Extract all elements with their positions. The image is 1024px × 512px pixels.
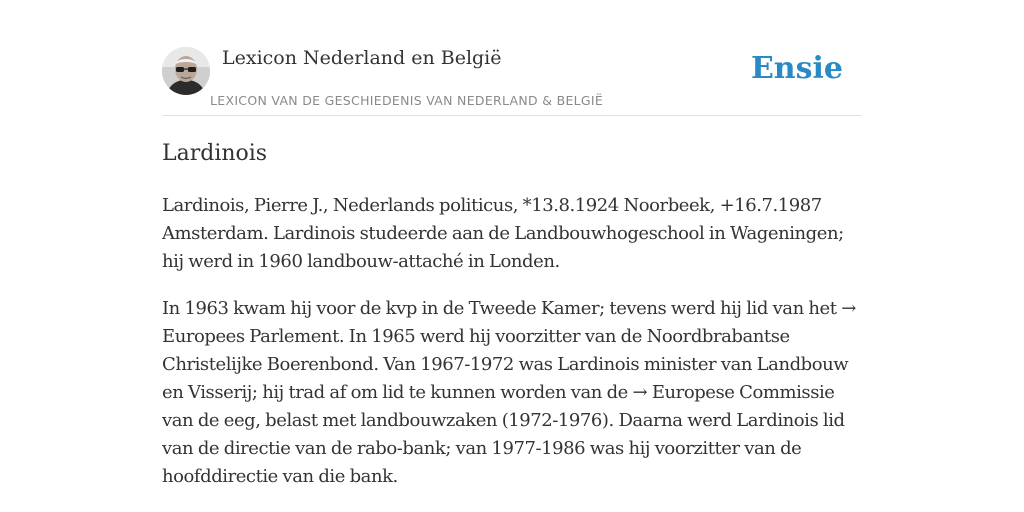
ensie-logo[interactable]: Ensie	[750, 51, 843, 86]
source-title[interactable]: Lexicon Nederland en België	[222, 47, 502, 69]
author-avatar[interactable]	[162, 47, 210, 95]
link-europees-parlement[interactable]: → Europees Parlement	[162, 298, 856, 347]
paragraph-2-text-c: van de eeg, belast met landbouwzaken (1972-1976). Daarna werd Lardinois lid van de directie van de rabo-bank; van 1977-1986 was hij voorzitter van de hoofddirectie van die bank.	[162, 410, 845, 487]
link-europese-commissie[interactable]: → Europese Commissie	[632, 382, 835, 403]
header-divider	[162, 115, 862, 116]
entry-title: Lardinois	[162, 141, 268, 166]
paragraph-2-text-a: In 1963 kwam hij voor de kvp in de Tweede Kamer; tevens werd hij lid van het	[162, 298, 842, 319]
entry-paragraph-2	[162, 295, 862, 491]
source-subtitle: LEXICON VAN DE GESCHIEDENIS VAN NEDERLAND & BELGIË	[210, 93, 604, 108]
avatar-portrait-icon	[162, 47, 210, 95]
entry-body	[162, 192, 862, 510]
paragraph-2-text-b: . In 1965 werd hij voorzitter van de Noordbrabantse Christelijke Boerenbond. Van 1967-1972 was Lardinois minister van Landbouw en Visserij; hij trad af om lid te kunnen worden van de	[162, 326, 849, 403]
entry-paragraph-1: Lardinois, Pierre J., Nederlands politicus, *13.8.1924 Noorbeek, +16.7.1987 Amsterdam. Lardinois studeerde aan de Landbouwhogeschool in Wageningen; hij werd in 1960 landbouw-attaché in Londen.	[162, 195, 844, 272]
